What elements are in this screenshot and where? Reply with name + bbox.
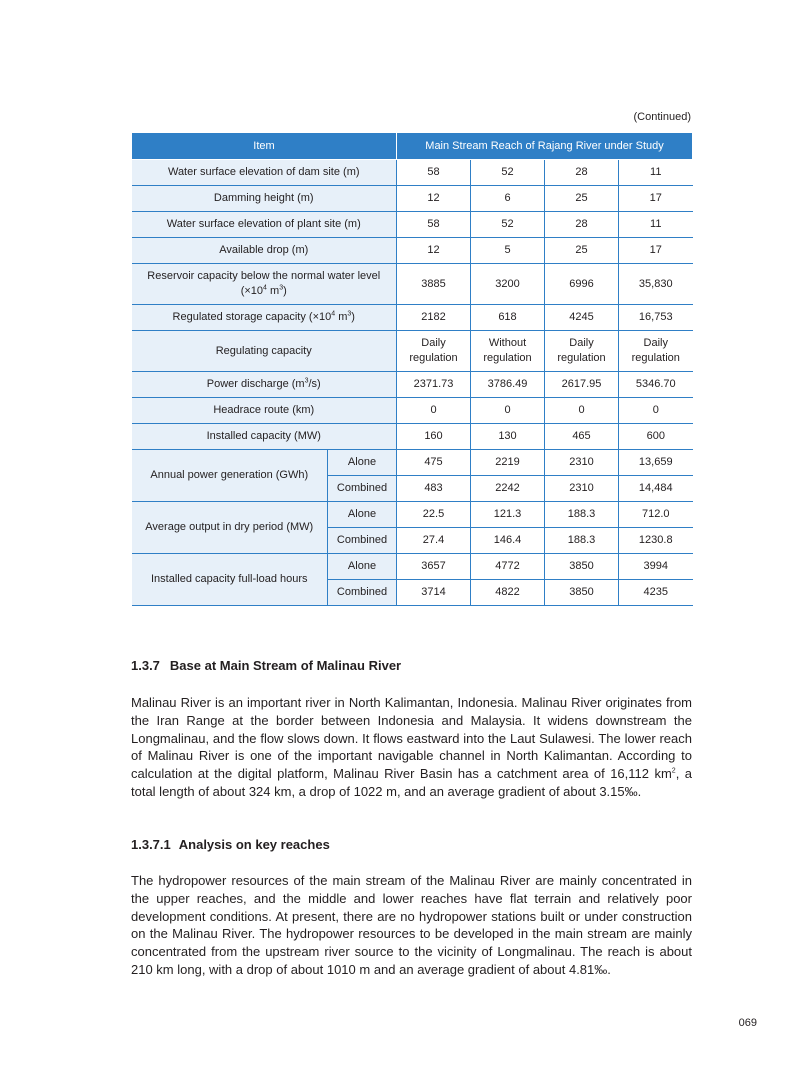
row-label-sup: 3 [347,310,352,318]
table-cell [545,331,619,372]
table-cell: 58 [397,212,471,238]
table-cell: 12 [397,186,471,212]
row-label: Installed capacity (MW) [132,424,397,450]
table-cell: 3885 [397,264,471,305]
table-cell: 6 [471,186,545,212]
row-label: Available drop (m) [132,238,397,264]
row-label: Headrace route (km) [132,398,397,424]
row-label: Regulating capacity [132,331,397,372]
table-row [132,398,693,424]
table-cell: 3714 [397,580,471,606]
row-label: Damming height (m) [132,186,397,212]
sub-label: Alone [328,502,397,528]
table-cell: 2310 [545,476,619,502]
table-cell: 27.4 [397,528,471,554]
table-cell: 4772 [471,554,545,580]
table-cell: 17 [619,186,693,212]
row-label: Average output in dry period (MW) [132,502,328,554]
row-label-sup: 3 [304,377,309,385]
continued-label: (Continued) [633,111,691,123]
row-label-sup: 3 [279,284,284,292]
table-row [132,238,693,264]
table-cell: 188.3 [545,502,619,528]
table-row [132,372,693,398]
table-cell: 3657 [397,554,471,580]
table-cell: 11 [619,212,693,238]
table-row [132,264,693,305]
table-cell [619,331,693,372]
section-heading [131,658,401,673]
sub-label: Combined [328,528,397,554]
table-cell: 22.5 [397,502,471,528]
table-cell: 0 [545,398,619,424]
table-cell: 25 [545,238,619,264]
hydropower-table [131,133,693,606]
cell-line: Daily [421,337,446,349]
row-label-text: Power discharge (m [206,378,305,390]
table-cell [397,331,471,372]
table-cell: 465 [545,424,619,450]
row-label: Annual power generation (GWh) [132,450,328,502]
table-cell: 618 [471,305,545,331]
row-label-text: Reservoir capacity below the normal water level [147,270,381,282]
row-label: Installed capacity full-load hours [132,554,328,606]
row-label [132,264,397,305]
table-cell: 1230.8 [619,528,693,554]
table-cell: 28 [545,212,619,238]
table-cell: 0 [397,398,471,424]
page-number: 069 [738,1017,757,1029]
table-cell: 4235 [619,580,693,606]
table-cell: 2182 [397,305,471,331]
cell-line: regulation [483,352,532,364]
section-paragraph [131,694,692,801]
table-cell: 2242 [471,476,545,502]
table-cell: 0 [471,398,545,424]
table-cell: 11 [619,160,693,186]
table-cell: 600 [619,424,693,450]
header-reach: Main Stream Reach of Rajang River under Study [397,133,693,160]
cell-line: regulation [557,352,606,364]
section-title: Base at Main Stream of Malinau River [169,658,402,673]
table-cell: 188.3 [545,528,619,554]
table-cell: 28 [545,160,619,186]
row-label-text: m [266,285,280,297]
table-cell: 4245 [545,305,619,331]
table-row [132,502,693,528]
row-label-text: m [335,311,348,323]
table-cell [471,331,545,372]
table-row [132,305,693,331]
row-label-text: (×10 [240,285,264,297]
cell-line: Daily [643,337,668,349]
table-row [132,212,693,238]
row-label-sup: 4 [263,284,267,292]
table-cell: 2310 [545,450,619,476]
table-cell: 14,484 [619,476,693,502]
cell-line: Without [488,337,527,349]
table-cell: 3994 [619,554,693,580]
table-cell: 2617.95 [545,372,619,398]
cell-line: regulation [631,352,680,364]
table-cell: 0 [619,398,693,424]
cell-line: Daily [569,337,594,349]
table-cell: 16,753 [619,305,693,331]
table-cell: 3200 [471,264,545,305]
paragraph-sup: 2 [671,767,676,775]
table-row [132,186,693,212]
table-cell: 13,659 [619,450,693,476]
sub-label: Alone [328,450,397,476]
row-label-text: Regulated storage capacity (×10 [172,311,332,323]
table-cell: 3786.49 [471,372,545,398]
row-label-text: ) [351,311,355,323]
row-label-text: /s) [308,378,321,390]
table-row [132,160,693,186]
table-cell: 121.3 [471,502,545,528]
table-cell: 58 [397,160,471,186]
table-row [132,424,693,450]
row-label-text: ) [283,285,287,297]
table-cell: 2219 [471,450,545,476]
table-cell: 4822 [471,580,545,606]
row-label: Water surface elevation of plant site (m) [132,212,397,238]
table-cell: 160 [397,424,471,450]
subsection-heading [131,837,330,852]
table-row [132,554,693,580]
table-cell: 12 [397,238,471,264]
paragraph-text: , a total length of about 324 km, a drop of 1022 m, and an average gradient of about 3.15‰. [131,766,692,799]
sub-label: Combined [328,476,397,502]
subsection-number: 1.3.7.1 [131,837,171,852]
row-label [132,372,397,398]
table-cell: 3850 [545,580,619,606]
table-cell: 146.4 [471,528,545,554]
sub-label: Combined [328,580,397,606]
table-cell: 17 [619,238,693,264]
subsection-title: Analysis on key reaches [178,837,330,852]
table-cell: 52 [471,160,545,186]
table-cell: 130 [471,424,545,450]
table-cell: 25 [545,186,619,212]
table-header-row [132,133,693,160]
subsection-paragraph: The hydropower resources of the main stream of the Malinau River are mainly concentrated in the upper reaches, and the middle and lower reaches have flat terrain and relatively poor development conditions. At present, there are no hydropower stations built or under construction on the Malinau River. The hydropower resources to be developed in the main stream are mainly concentrated from the upstream river source to the vicinity of Longmalinau. The reach is about 210 km long, with a drop of about 1010 m and an average gradient of about 4.81‰. [131,873,692,977]
table-cell: 5 [471,238,545,264]
sub-label: Alone [328,554,397,580]
table-cell: 475 [397,450,471,476]
table-cell: 6996 [545,264,619,305]
table-cell: 2371.73 [397,372,471,398]
table-row [132,331,693,372]
table-cell: 5346.70 [619,372,693,398]
row-label [132,305,397,331]
table-row [132,450,693,476]
table-cell: 3850 [545,554,619,580]
row-label: Water surface elevation of dam site (m) [132,160,397,186]
cell-line: regulation [409,352,458,364]
table-cell: 52 [471,212,545,238]
table-cell: 712.0 [619,502,693,528]
header-item: Item [132,133,397,160]
table-cell: 483 [397,476,471,502]
row-label-sup: 4 [331,310,336,318]
paragraph-text: Malinau River is an important river in North Kalimantan, Indonesia. Malinau River originates from the Iran Range at the border between Indonesia and Malaysia. It widens downstream the Longmalinau, and the flow slows down. It flows eastward into the Laut Sulawesi. The lower reach of Malinau River is one of the important navigable channel in North Kalimantan. According to calculation at the digital platform, Malinau River Basin has a catchment area of 16,112 km [131,695,692,782]
section-number: 1.3.7 [131,658,160,673]
table-cell: 35,830 [619,264,693,305]
